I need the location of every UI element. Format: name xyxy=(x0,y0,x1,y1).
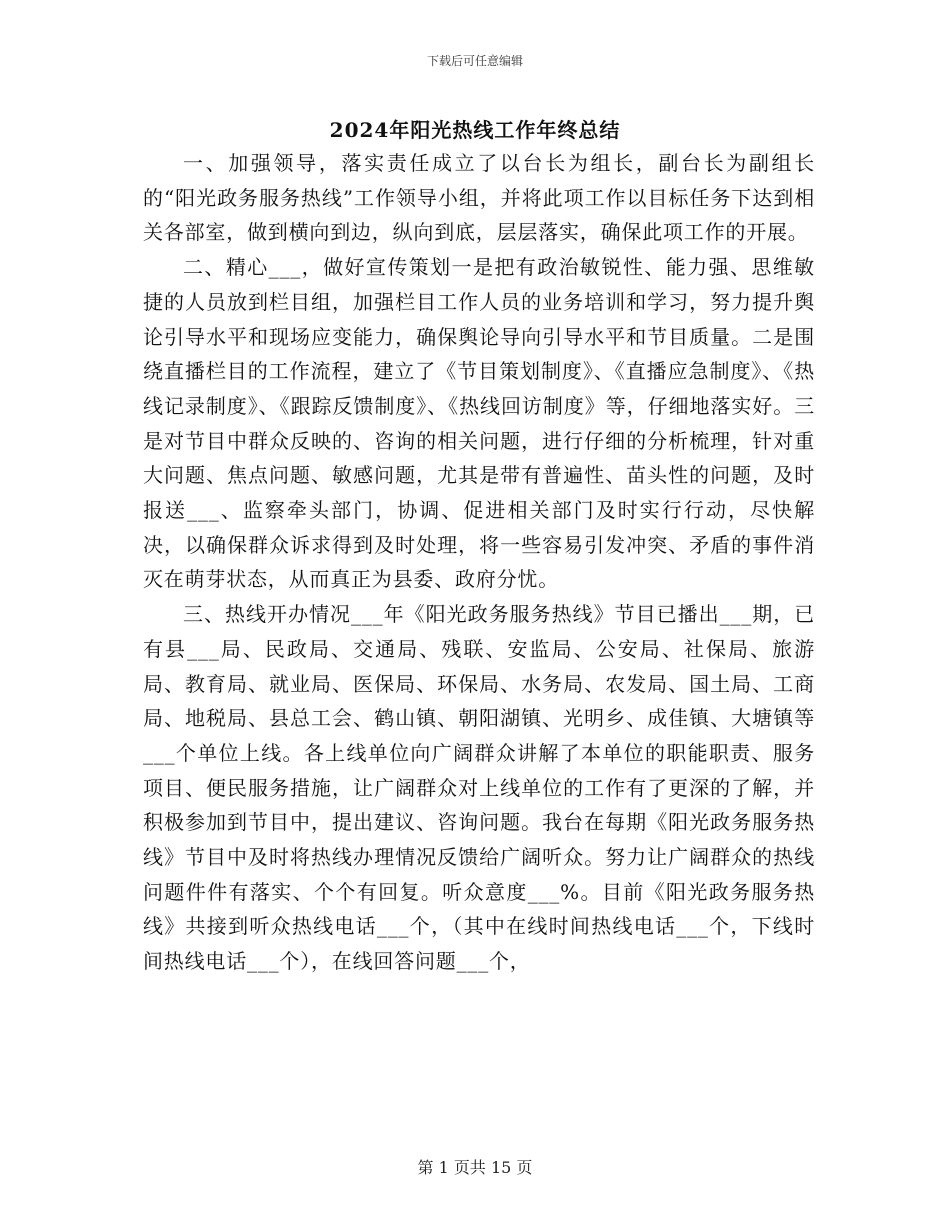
document-title: 2024年阳光热线工作年终总结 xyxy=(329,118,621,142)
paragraph-3: 三、热线开办情况___年《阳光政务服务热线》节目已播出___期，已有县___局、民政局、交通局、残联、安监局、公安局、社保局、旅游局、教育局、就业局、医保局、环保局、水务局、农发局、国土局、工商局、地税局、县总工会、鹤山镇、朝阳湖镇、光明乡、成佳镇、大塘镇等___个单位上线。各上线单位向广阔群众讲解了本单位的职能职责、服务项目、便民服务措施，让广阔群众对上线单位的工作有了更深的了解，并积极参加到节目中，提出建议、咨询问题。我台在每期《阳光政务服务热线》节目中及时将热线办理情况反馈给广阔听众。努力让广阔群众的热线问题件件有落实、个个有回复。听众意度___%。目前《阳光政务服务热线》共接到听众热线电话___个，（其中在线时间热线电话___个，下线时间热线电话___个），在线回答问题___个， xyxy=(143,602,815,974)
paragraph-2: 二、精心___，做好宣传策划一是把有政治敏锐性、能力强、思维敏捷的人员放到栏目组，加强栏目工作人员的业务培训和学习，努力提升舆论引导水平和现场应变能力，确保舆论导向引导水平和节目质量。二是围绕直播栏目的工作流程，建立了《节目策划制度》、《直播应急制度》、《热线记录制度》、《跟踪反馈制度》、《热线回访制度》等，仔细地落实好。三是对节目中群众反映的、咨询的相关问题，进行仔细的分析梳理，针对重大问题、焦点问题、敏感问题，尤其是带有普遍性、苗头性的问题，及时报送___、监察牵头部门，协调、促进相关部门及时实行行动，尽快解决，以确保群众诉求得到及时处理，将一些容易引发冲突、矛盾的事件消灭在萌芽状态，从而真正为县委、政府分忧。 xyxy=(143,255,815,592)
paragraph-1: 一、加强领导，落实责任成立了以台长为组长，副台长为副组长的“阳光政务服务热线”工作领导小组，并将此项工作以目标任务下达到相关各部室，做到横向到边，纵向到底，层层落实，确保此项工作的开展。 xyxy=(143,151,815,245)
document-body xyxy=(143,146,815,979)
header-note: 下载后可任意编辑 xyxy=(426,54,523,68)
page-number: 第 1 页共 15 页 xyxy=(417,1158,533,1177)
